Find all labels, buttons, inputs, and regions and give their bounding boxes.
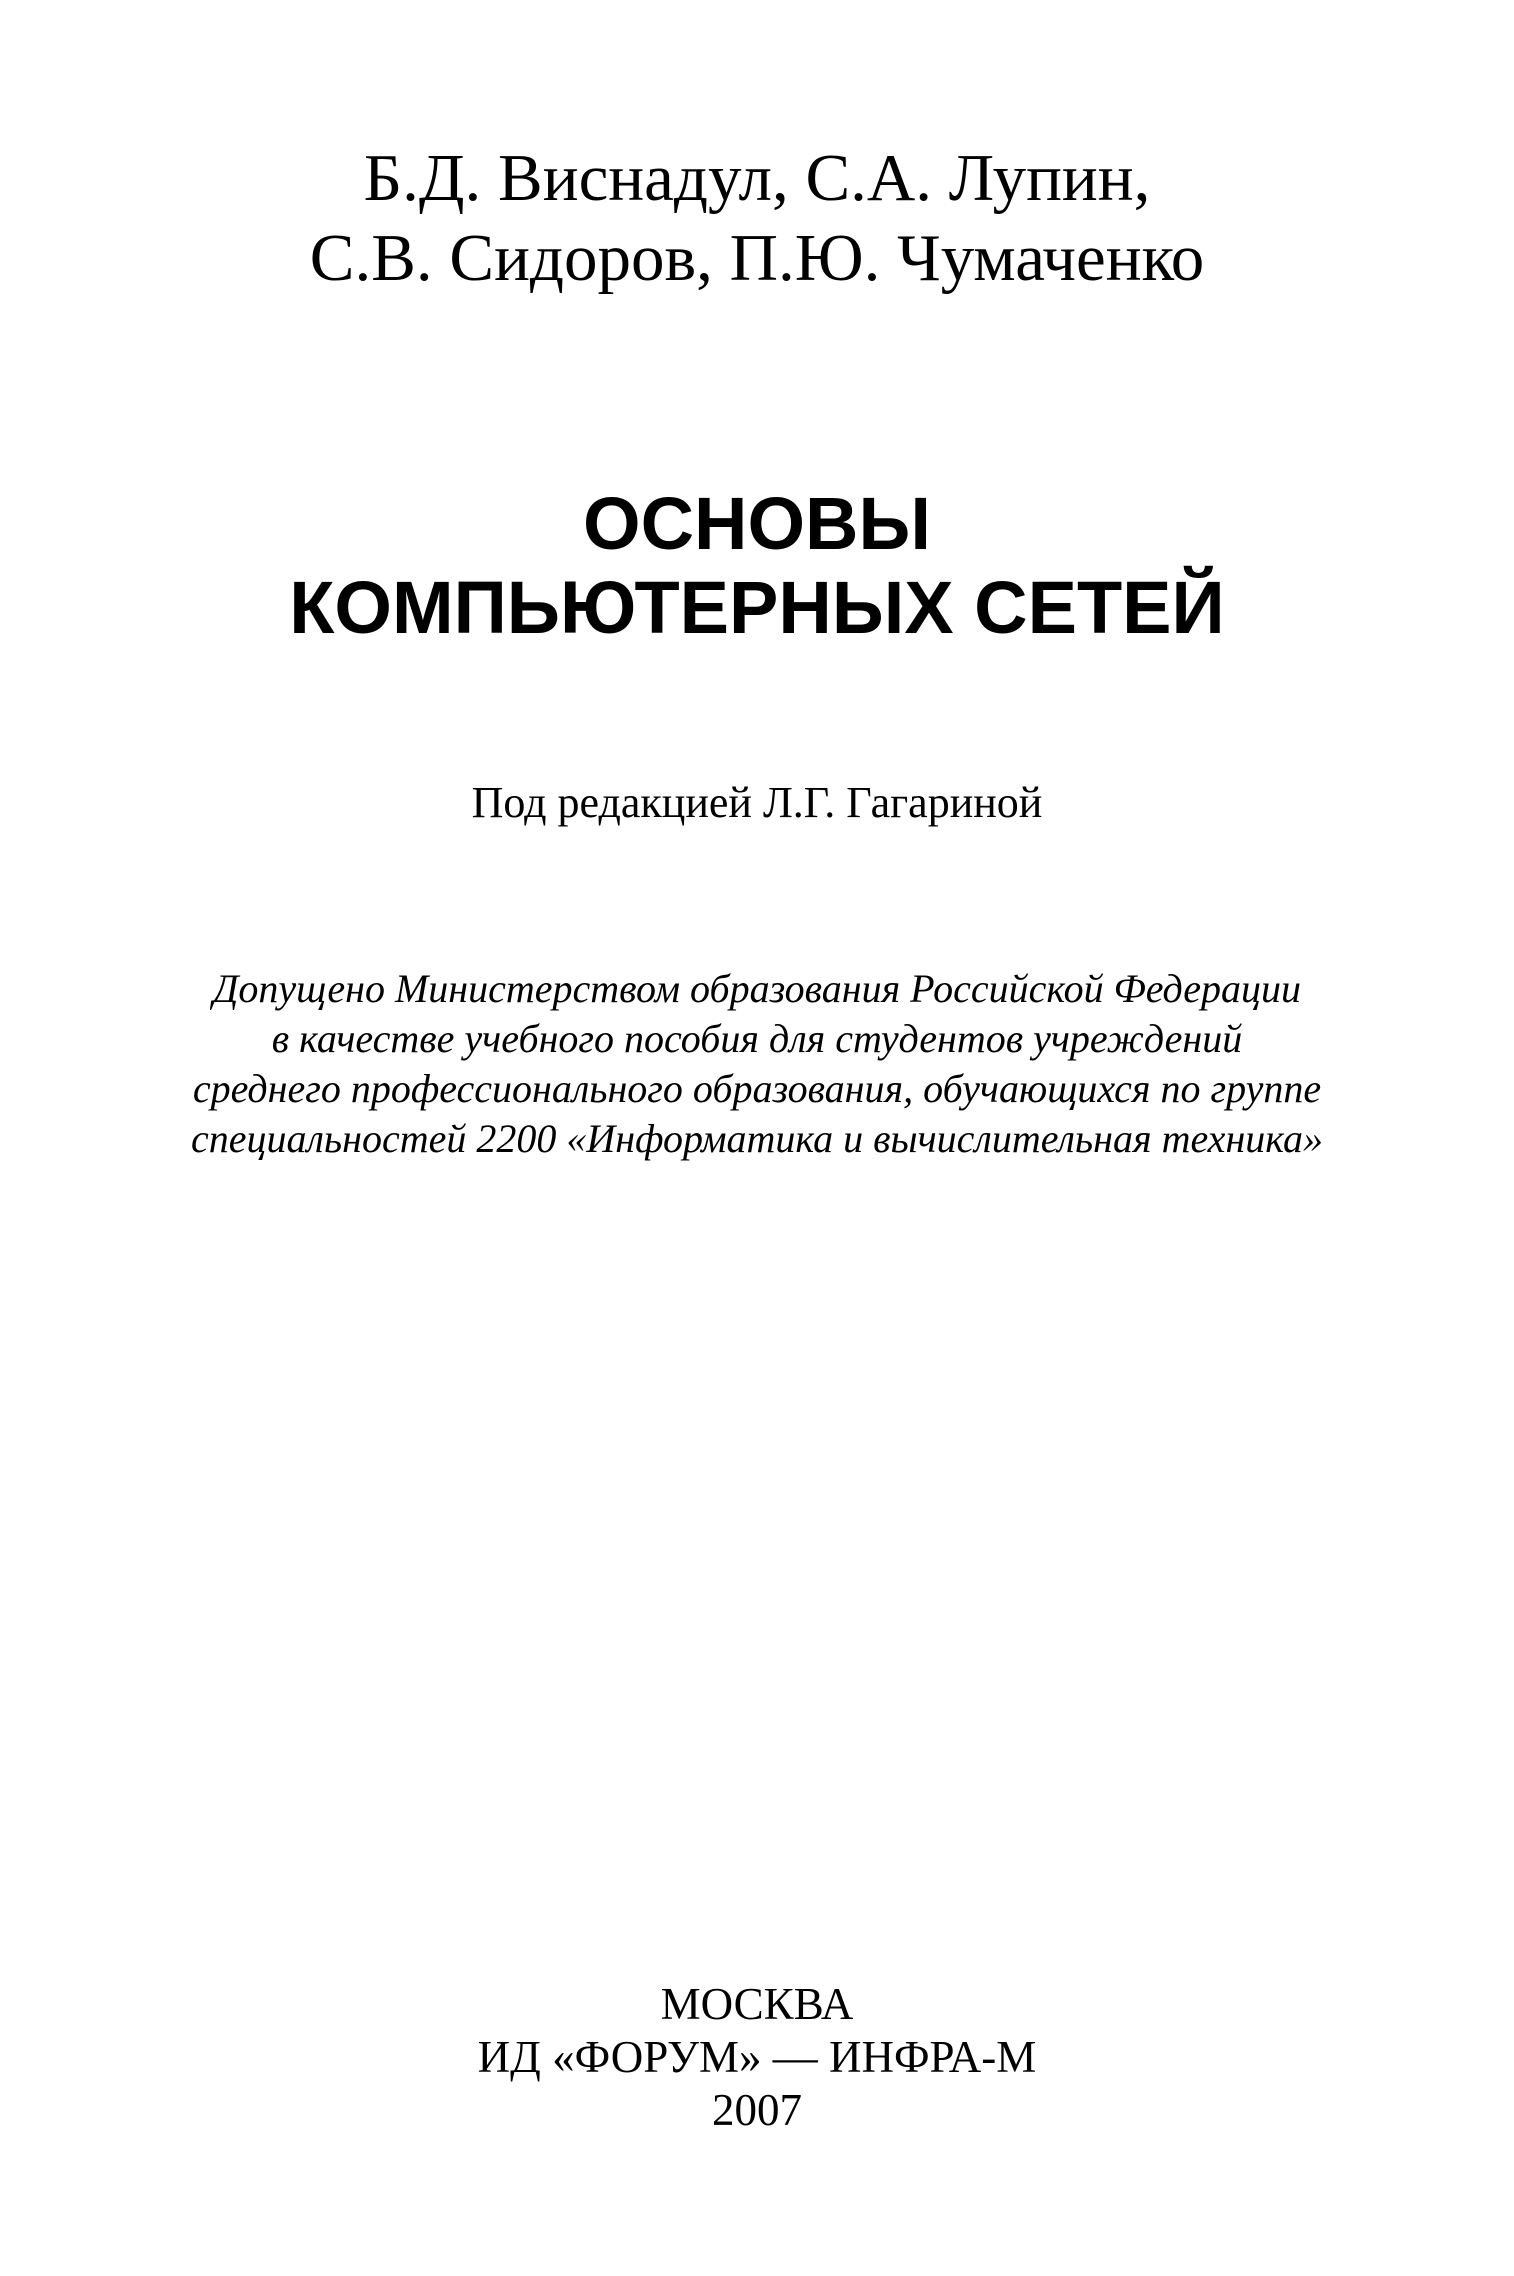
approval-line-2: в качестве учебного пособия для студентов учреждений: [271, 1016, 1243, 1061]
book-title: [0, 482, 1514, 650]
ministry-approval: [0, 964, 1514, 1164]
imprint-city: МОСКВА: [660, 1979, 854, 2029]
authors-line-2: С.В. Сидоров, П.Ю. Чумаченко: [309, 221, 1205, 295]
editor-credit: Под редакцией Л.Г. Гагариной: [471, 778, 1043, 827]
approval-line-4: специальностей 2200 «Информатика и вычислительная техника»: [190, 1116, 1323, 1161]
book-title-line-2: КОМПЬЮТЕРНЫХ СЕТЕЙ: [289, 566, 1225, 649]
approval-line-1: Допущено Министерством образования Российской Федерации: [212, 966, 1302, 1011]
imprint-year: 2007: [712, 2085, 802, 2135]
book-title-line-1: ОСНОВЫ: [583, 482, 931, 565]
imprint: [0, 1978, 1514, 2137]
imprint-publisher: ИД «ФОРУМ» — ИНФРА-М: [477, 2032, 1037, 2082]
authors: [0, 138, 1514, 298]
approval-line-3: среднего профессионального образования, обучающихся по группе: [192, 1066, 1322, 1111]
authors-line-1: Б.Д. Виснадул, С.А. Лупин,: [363, 141, 1151, 215]
